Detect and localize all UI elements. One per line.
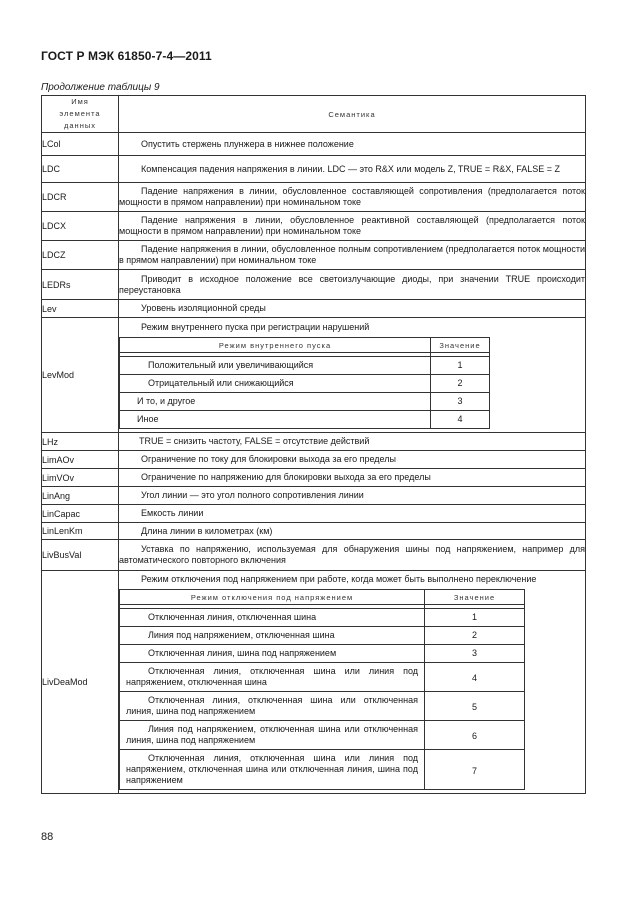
table-row [42, 523, 586, 540]
mode-value: 7 [425, 750, 525, 790]
row-name: LinAng [42, 487, 119, 505]
row-semantics: Падение напряжения в линии, обусловленное составляющей сопротивления (предполагается поток мощности в прямом направлении) при номинальном токе [119, 183, 586, 212]
mode-value: 3 [431, 393, 490, 411]
mode-label: Отключенная линия, отключенная шина или линия под напряжением, отключенная шина или отключенная линия, шина под напряжением [120, 750, 425, 790]
mode-value: 2 [431, 375, 490, 393]
table-row [42, 433, 586, 451]
row-name: LDCR [42, 183, 119, 212]
row-semantics: Угол линии — это угол полного сопротивления линии [119, 487, 586, 505]
livdeamod-intro: Режим отключения под напряжением при работе, когда может быть выполнено переключение [141, 574, 537, 584]
mode-label: Отключенная линия, отключенная шина [120, 609, 425, 627]
mode-value: 1 [431, 357, 490, 375]
table-row [42, 183, 586, 212]
row-name: LimAOv [42, 451, 119, 469]
subtable-row [120, 393, 490, 411]
row-semantics: Длина линии в километрах (км) [119, 523, 586, 540]
mode-label: И то, и другое [120, 393, 431, 411]
subtable-row [120, 692, 525, 721]
subtable-row [120, 721, 525, 750]
table-row [42, 300, 586, 318]
table-row [42, 241, 586, 270]
document-header: ГОСТ Р МЭК 61850-7-4—2011 [41, 49, 212, 63]
row-semantics: Уставка по напряжению, используемая для обнаружения шины под напряжением, например для автоматического повторного включения [119, 540, 586, 571]
row-name: LDC [42, 156, 119, 183]
subtable-row [120, 627, 525, 645]
table-row [42, 133, 586, 156]
mode-value: 2 [425, 627, 525, 645]
table-row [42, 505, 586, 523]
levmod-subtable [119, 337, 490, 429]
mode-label: Отключенная линия, отключенная шина или отключенная линия, шина под напряжением [120, 692, 425, 721]
mode-value: 5 [425, 692, 525, 721]
subtable-row [120, 375, 490, 393]
table-caption: Продолжение таблицы 9 [41, 82, 160, 93]
row-name: LivBusVal [42, 540, 119, 571]
row-name: LivDeaMod [42, 571, 119, 794]
subtable-row [120, 663, 525, 692]
column-header-name: Имя элемента данных [42, 96, 119, 133]
mode-value: 3 [425, 645, 525, 663]
row-name: Lev [42, 300, 119, 318]
mode-value: 6 [425, 721, 525, 750]
row-semantics: Падение напряжения в линии, обусловленное полным сопротивлением (предполагается поток мощности в прямом направлении) при номинальном токе [119, 241, 586, 270]
levmod-intro: Режим внутреннего пуска при регистрации нарушений [141, 322, 370, 332]
page-number: 88 [41, 831, 54, 843]
subtable-row [120, 609, 525, 627]
table-row [42, 540, 586, 571]
table-row [42, 487, 586, 505]
mode-value: 4 [425, 663, 525, 692]
subtable-row [120, 645, 525, 663]
column-header-semantics: Семантика [119, 96, 586, 133]
row-semantics: TRUE = снизить частоту, FALSE = отсутствие действий [119, 433, 586, 451]
subtable-header-value: Значение [431, 338, 490, 353]
row-semantics: Уровень изоляционной среды [119, 300, 586, 318]
subtable-row [120, 357, 490, 375]
subtable-row [120, 750, 525, 790]
mode-label: Иное [120, 411, 431, 429]
row-name: LDCX [42, 212, 119, 241]
table-row [42, 212, 586, 241]
row-name: LHz [42, 433, 119, 451]
mode-label: Положительный или увеличивающийся [120, 357, 431, 375]
data-table [41, 95, 586, 794]
table-row-livdeamod [42, 571, 586, 794]
row-semantics: Ограничение по току для блокировки выхода за его пределы [119, 451, 586, 469]
row-semantics: Компенсация падения напряжения в линии. LDC — это R&X или модель Z, TRUE = R&X, FALSE = Z [119, 156, 586, 183]
row-name: LinCapac [42, 505, 119, 523]
subtable-row [120, 411, 490, 429]
row-semantics: Ограничение по напряжению для блокировки выхода за его пределы [119, 469, 586, 487]
row-name: LevMod [42, 318, 119, 433]
row-name: LimVOv [42, 469, 119, 487]
subtable-header-value: Значение [425, 590, 525, 605]
table-row [42, 270, 586, 300]
livdeamod-subtable [119, 589, 525, 790]
table-row [42, 451, 586, 469]
row-semantics: Опустить стержень плунжера в нижнее положение [119, 133, 586, 156]
row-semantics: Емкость линии [119, 505, 586, 523]
row-semantics: Падение напряжения в линии, обусловленное реактивной составляющей (предполагается поток мощности в прямом направлении) при номинальном токе [119, 212, 586, 241]
table-row [42, 469, 586, 487]
row-name: LEDRs [42, 270, 119, 300]
mode-value: 1 [425, 609, 525, 627]
table-row [42, 156, 586, 183]
mode-label: Отключенная линия, шина под напряжением [120, 645, 425, 663]
row-name: LinLenKm [42, 523, 119, 540]
subtable-header-mode: Режим внутреннего пуска [120, 338, 431, 353]
mode-value: 4 [431, 411, 490, 429]
subtable-header-mode: Режим отключения под напряжением [120, 590, 425, 605]
table-row-levmod [42, 318, 586, 433]
mode-label: Отрицательный или снижающийся [120, 375, 431, 393]
mode-label: Линия под напряжением, отключенная шина или отключенная линия, шина под напряжением [120, 721, 425, 750]
mode-label: Отключенная линия, отключенная шина или линия под напряжением, отключенная шина [120, 663, 425, 692]
row-semantics: Приводит в исходное положение все светоизлучающие диоды, при значении TRUE происходит переустановка [119, 270, 586, 300]
row-name: LCol [42, 133, 119, 156]
mode-label: Линия под напряжением, отключенная шина [120, 627, 425, 645]
row-name: LDCZ [42, 241, 119, 270]
